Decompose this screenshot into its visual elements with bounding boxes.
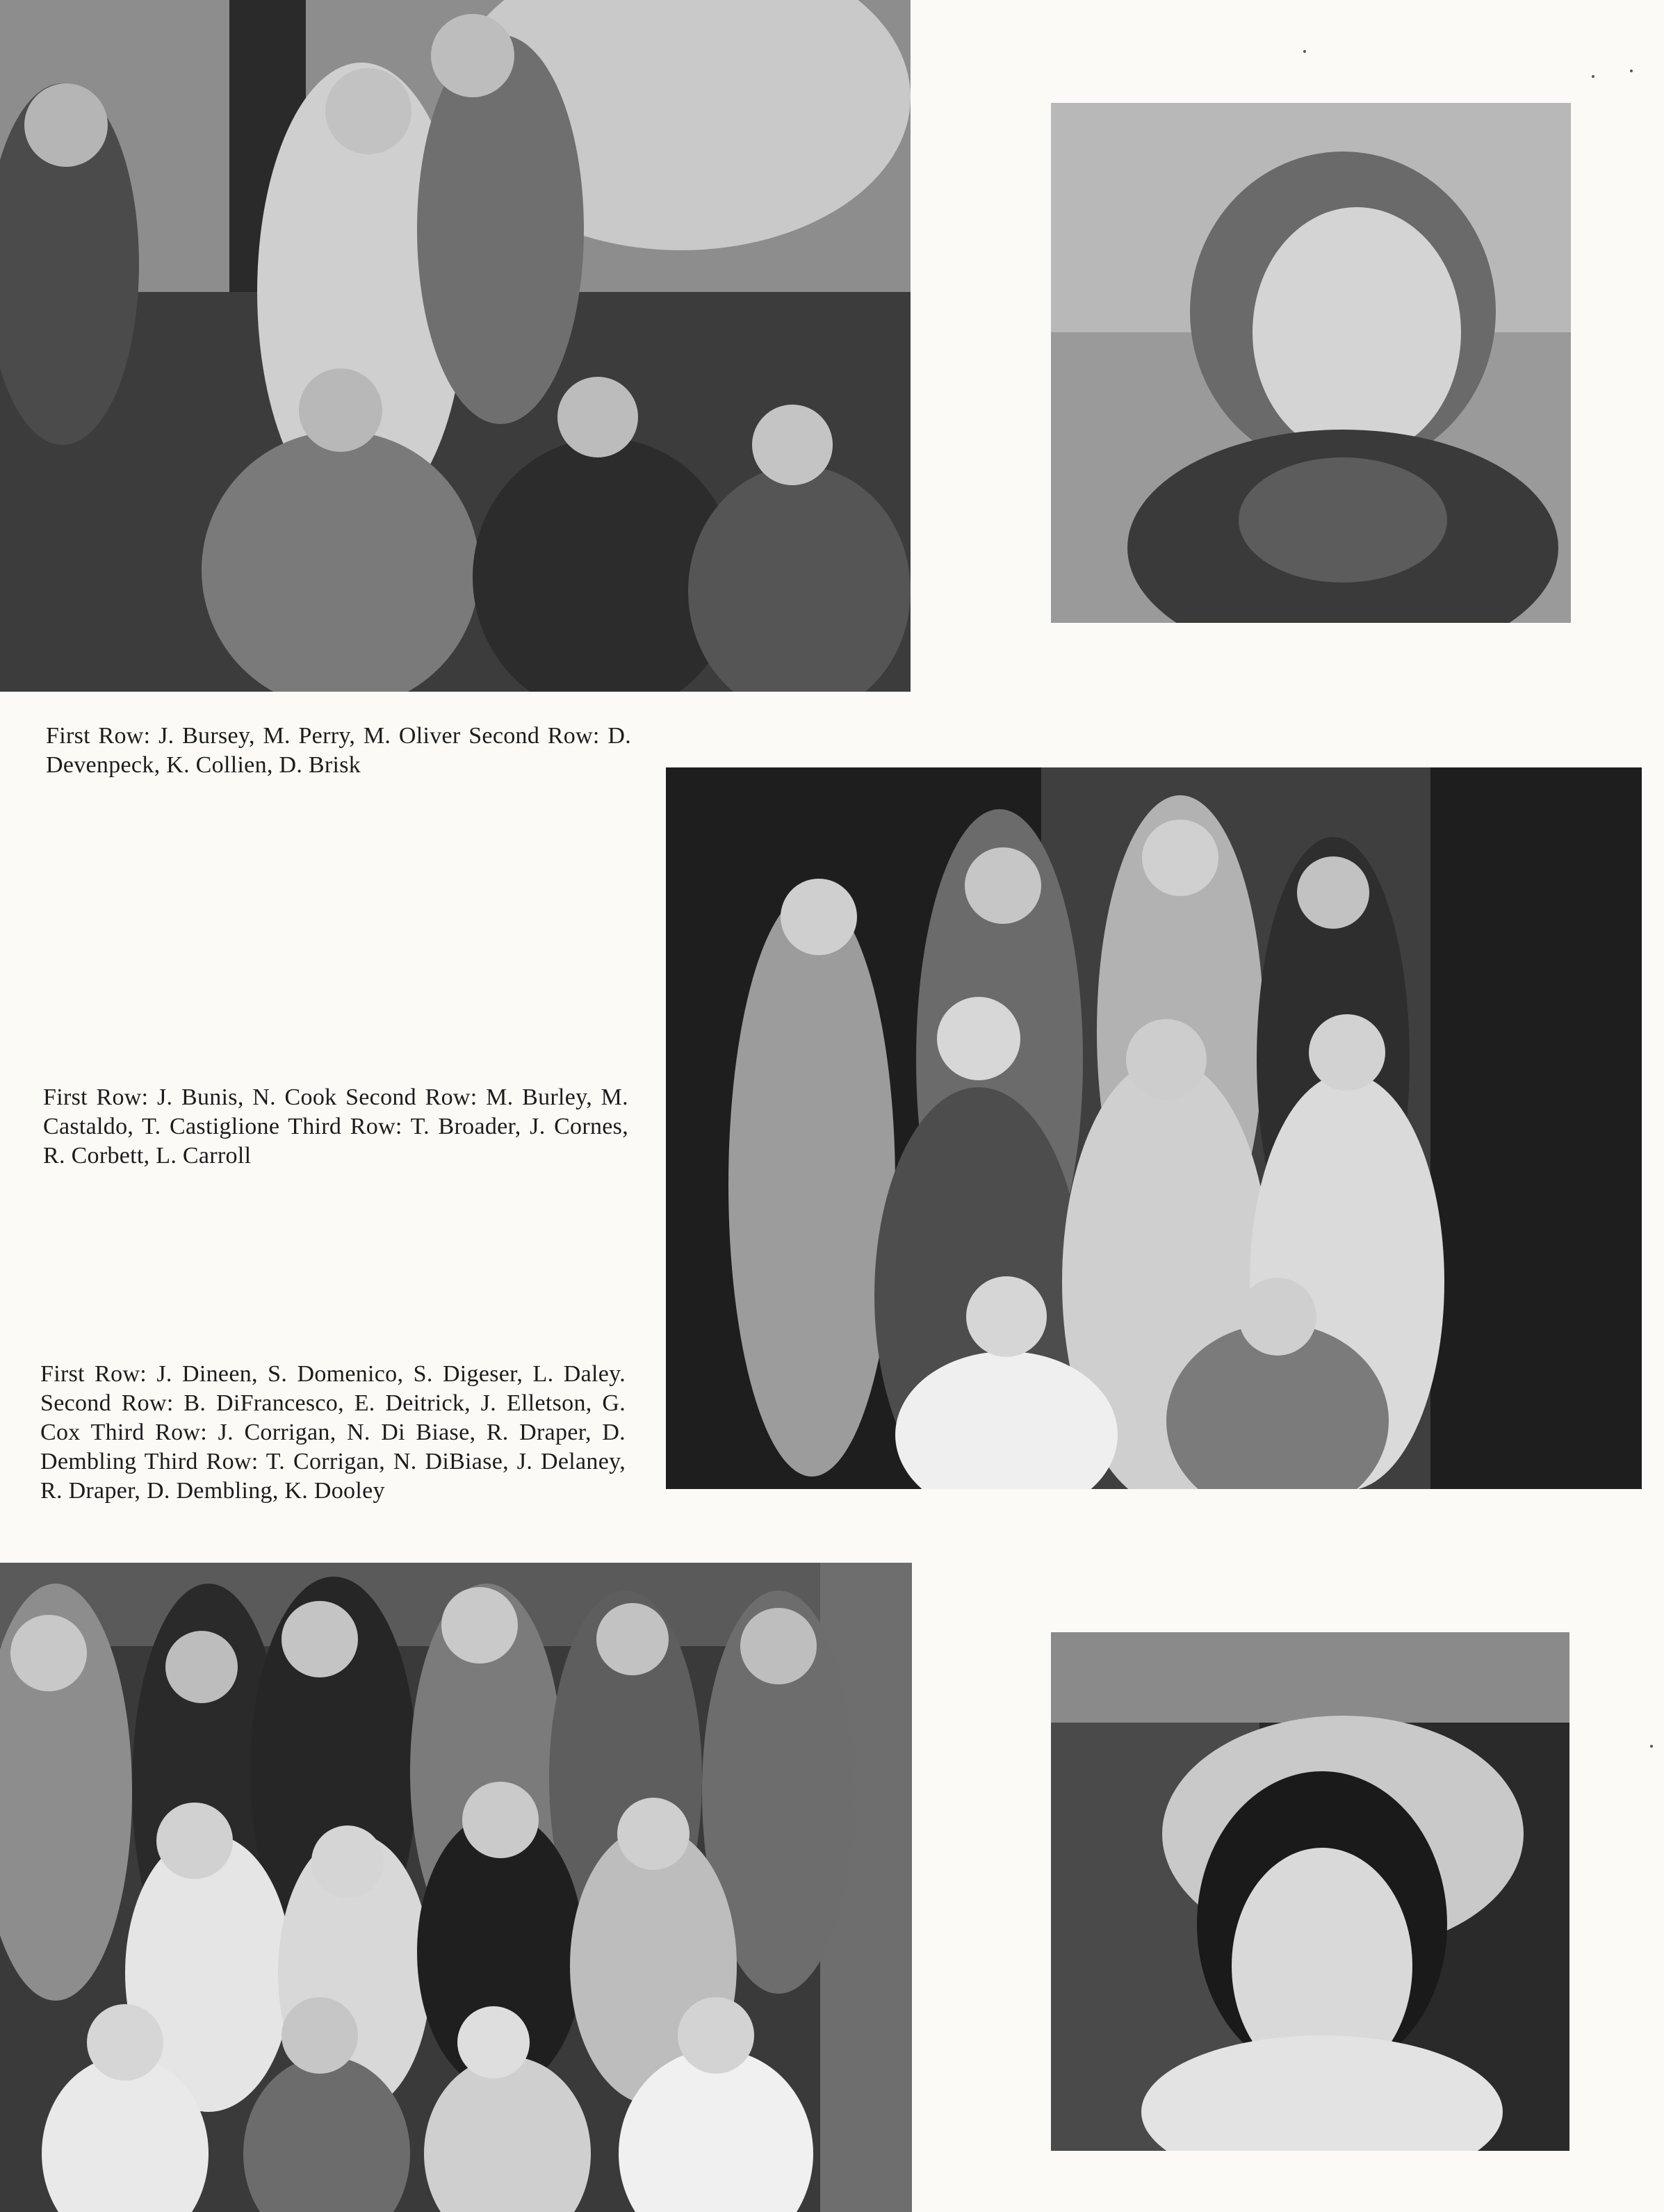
speck-3 [1630, 70, 1633, 72]
speck-4 [1650, 1745, 1653, 1748]
caption-group-3-text: First Row: J. Dineen, S. Domenico, S. Digeser, L. Daley. Second Row: B. DiFrancesco, E. Deitrick, J. Elletson, G. Cox Third Row: J. Corrigan, N. Di Biase, R. Draper, D. Dembling Third Row: T. Corrigan, N. DiBiase, J. Delaney, R. Draper, D. Dembling, K. Dooley [40, 1361, 626, 1504]
portrait-photo-top [1051, 103, 1571, 623]
caption-group-1 [46, 722, 631, 780]
group-photo-outdoor [0, 0, 911, 692]
group-photo-indoor-middle [666, 767, 1642, 1489]
portrait-photo-bottom [1051, 1632, 1569, 2151]
caption-group-2-text: First Row: J. Bunis, N. Cook Second Row: M. Burley, M. Castaldo, T. Castiglione Third Row: T. Broader, J. Cornes, R. Corbett, L. Carroll [43, 1084, 628, 1169]
caption-group-1-text: First Row: J. Bursey, M. Perry, M. Oliver Second Row: D. Devenpeck, K. Collien, D. Brisk [46, 723, 631, 778]
caption-group-2 [43, 1083, 628, 1171]
caption-group-3 [40, 1360, 626, 1506]
speck-2 [1592, 75, 1594, 78]
speck-1 [1303, 50, 1306, 53]
group-photo-indoor-bottom [0, 1563, 912, 2212]
